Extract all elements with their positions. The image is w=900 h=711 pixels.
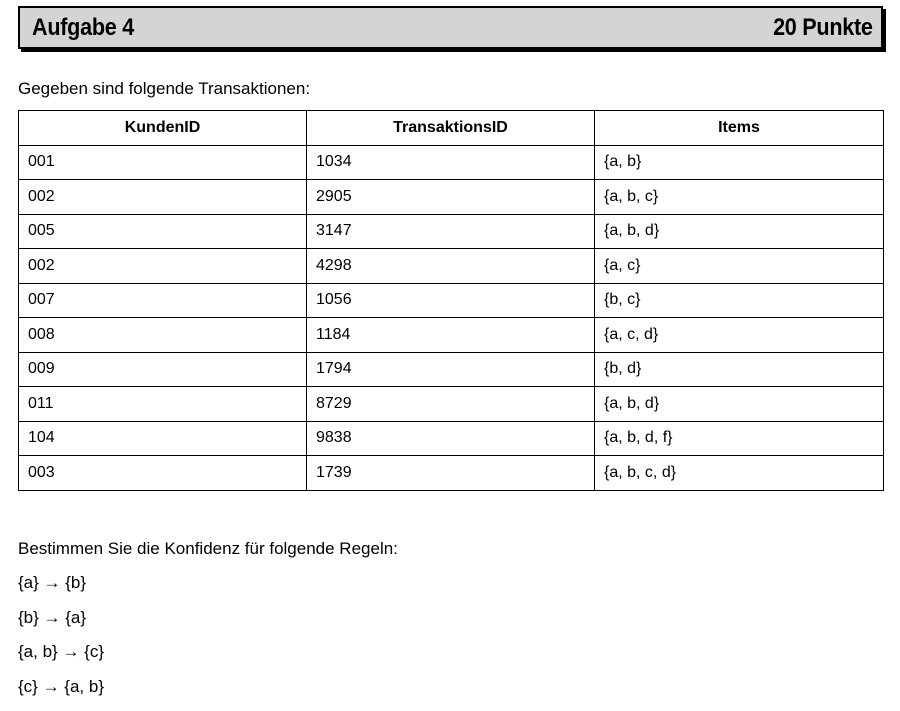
cell-transaktionsid: 2905 <box>307 180 595 215</box>
table-row <box>19 387 884 422</box>
cell-items: {b, d} <box>595 352 884 387</box>
intro-text: Gegeben sind folgende Transaktionen: <box>18 79 311 98</box>
cell-items: {a, b, c} <box>595 180 884 215</box>
transactions-table <box>18 110 884 491</box>
cell-transaktionsid: 1739 <box>307 456 595 491</box>
table-header-row <box>19 111 884 146</box>
column-header-transaktionsid: TransaktionsID <box>307 111 595 146</box>
cell-items: {a, b, d, f} <box>595 421 884 456</box>
column-header-kundenid: KundenID <box>19 111 307 146</box>
table-row <box>19 145 884 180</box>
table-row <box>19 456 884 491</box>
rule-item: {a, b} → {c} <box>18 642 105 661</box>
cell-transaktionsid: 1034 <box>307 145 595 180</box>
cell-transaktionsid: 1184 <box>307 318 595 353</box>
rule-item: {a} → {b} <box>18 573 87 592</box>
table-row <box>19 421 884 456</box>
cell-transaktionsid: 9838 <box>307 421 595 456</box>
rules-list <box>18 571 104 709</box>
cell-items: {a, b} <box>595 145 884 180</box>
task-title: Aufgabe 4 <box>32 13 134 41</box>
table-row <box>19 249 884 284</box>
rule-item: {b} → {a} <box>18 607 87 627</box>
cell-transaktionsid: 1056 <box>307 283 595 318</box>
cell-items: {b, c} <box>595 283 884 318</box>
cell-kundenid: 002 <box>19 180 307 215</box>
task-header <box>18 6 883 49</box>
cell-items: {a, b, d} <box>595 214 884 249</box>
column-header-items: Items <box>595 111 884 146</box>
rule-item: {c} → {a, b} <box>18 676 105 696</box>
cell-items: {a, b, d} <box>595 387 884 422</box>
cell-kundenid: 008 <box>19 318 307 353</box>
cell-transaktionsid: 3147 <box>307 214 595 249</box>
table-row <box>19 214 884 249</box>
cell-kundenid: 104 <box>19 421 307 456</box>
cell-transaktionsid: 1794 <box>307 352 595 387</box>
cell-transaktionsid: 4298 <box>307 249 595 284</box>
question-text: Bestimmen Sie die Konfidenz für folgende Regeln: <box>18 539 398 558</box>
cell-kundenid: 005 <box>19 214 307 249</box>
cell-items: {a, c, d} <box>595 318 884 353</box>
cell-items: {a, b, c, d} <box>595 456 884 491</box>
cell-kundenid: 002 <box>19 249 307 284</box>
cell-kundenid: 001 <box>19 145 307 180</box>
table-row <box>19 318 884 353</box>
cell-kundenid: 009 <box>19 352 307 387</box>
task-points: 20 Punkte <box>773 13 873 41</box>
cell-kundenid: 003 <box>19 456 307 491</box>
cell-kundenid: 011 <box>19 387 307 422</box>
table-row <box>19 352 884 387</box>
table-row <box>19 283 884 318</box>
cell-items: {a, c} <box>595 249 884 284</box>
table-row <box>19 180 884 215</box>
cell-kundenid: 007 <box>19 283 307 318</box>
cell-transaktionsid: 8729 <box>307 387 595 422</box>
